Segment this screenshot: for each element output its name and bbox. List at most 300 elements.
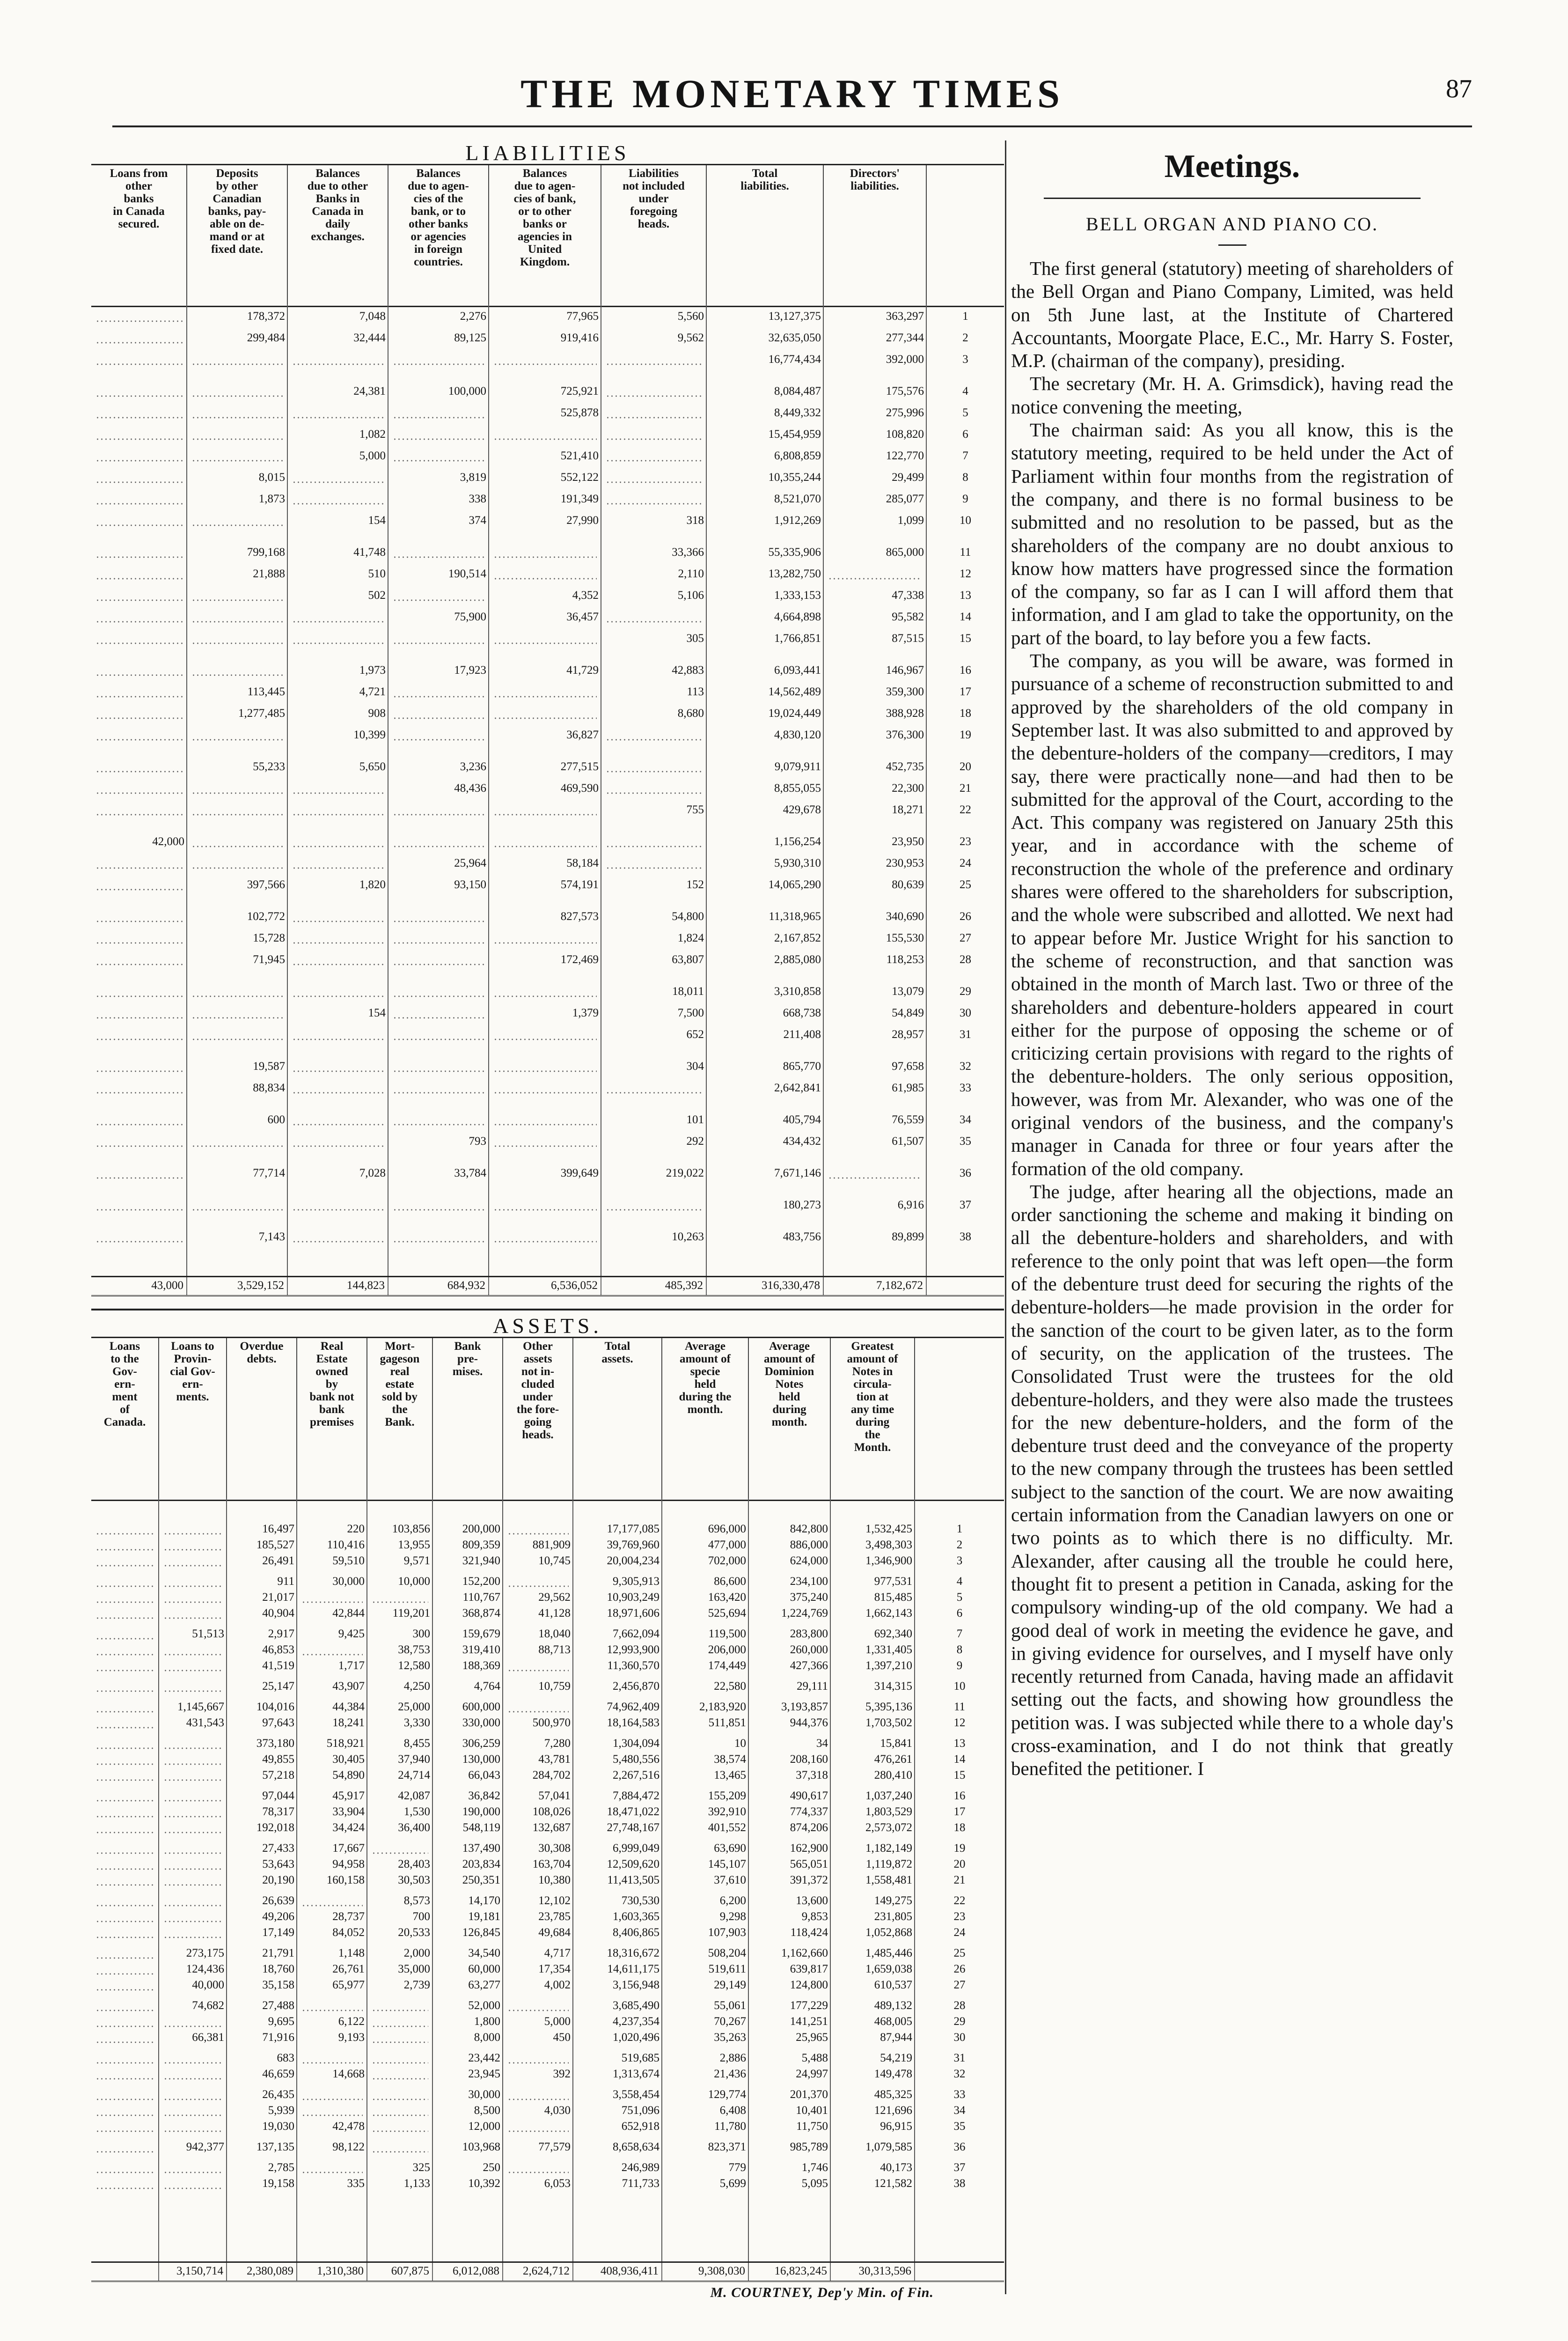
row-number: 35 <box>960 1135 971 1148</box>
table-cell <box>159 1590 227 1605</box>
row-number: 9 <box>956 1659 963 1672</box>
table-cell: 399,649 <box>560 1167 599 1179</box>
table-cell <box>288 909 388 924</box>
table-cell: 163,704 <box>532 1858 571 1870</box>
table-cell: 275,996 <box>886 406 924 419</box>
table-cell: 40,173 <box>880 2161 912 2174</box>
table-cell: 230,953 <box>886 857 924 869</box>
row-number: 18 <box>960 707 971 720</box>
row-number: 32 <box>953 2068 966 2080</box>
table-cell <box>91 631 187 646</box>
table-cell <box>489 352 601 367</box>
row-number: 30 <box>960 1007 971 1019</box>
row-number: 10 <box>960 514 971 527</box>
table-cell <box>159 2103 227 2118</box>
table-cell: 149,478 <box>874 2068 912 2080</box>
assets-row <box>91 1522 1004 1537</box>
table-cell: 29,111 <box>797 1680 828 1693</box>
table-cell: 500,970 <box>532 1716 571 1729</box>
row-number: 28 <box>960 953 971 966</box>
table-cell: 477,000 <box>708 1539 746 1551</box>
table-cell: 1,304,094 <box>613 1737 659 1750</box>
table-cell: 10,263 <box>672 1230 704 1243</box>
table-cell <box>503 2087 573 2102</box>
table-cell: 881,909 <box>532 1539 571 1551</box>
table-cell: 26,639 <box>262 1894 294 1907</box>
table-cell: 10,903,249 <box>607 1591 659 1604</box>
row-number: 7 <box>956 1627 963 1640</box>
table-cell: 118,424 <box>790 1926 828 1939</box>
table-cell <box>91 1112 187 1127</box>
table-cell <box>91 1081 187 1096</box>
assets-row <box>91 1857 1004 1872</box>
table-cell <box>159 2067 227 2082</box>
table-cell <box>91 1820 159 1835</box>
table-cell: 37,940 <box>398 1753 430 1766</box>
table-cell: 363,297 <box>886 310 924 323</box>
table-cell: 78,317 <box>262 1805 294 1818</box>
article-title: Meetings. <box>1164 148 1300 184</box>
table-cell: 1,148 <box>338 1947 365 1959</box>
table-cell: 175,576 <box>886 385 924 398</box>
assets-column-header <box>915 1338 1004 1500</box>
table-cell <box>91 1553 159 1568</box>
table-cell: 260,000 <box>790 1643 828 1656</box>
table-cell: 18,760 <box>262 1963 294 1975</box>
table-cell: 63,807 <box>672 953 704 966</box>
table-cell: 368,874 <box>462 1607 500 1620</box>
table-cell: 234,100 <box>790 1575 828 1588</box>
table-cell <box>159 1752 227 1767</box>
table-cell <box>489 1229 601 1244</box>
table-cell: 483,756 <box>783 1230 821 1243</box>
table-cell: 392,000 <box>886 353 924 366</box>
table-cell: 42,087 <box>398 1789 430 1802</box>
table-cell: 129,774 <box>708 2088 746 2101</box>
table-cell: 5,699 <box>719 2177 746 2190</box>
table-cell: 874,206 <box>790 1821 828 1834</box>
table-cell: 61,985 <box>892 1082 924 1094</box>
table-cell <box>297 1893 367 1908</box>
row-number: 3 <box>956 1554 963 1567</box>
table-cell <box>159 1658 227 1673</box>
table-cell: 4,764 <box>474 1680 500 1693</box>
table-cell: 54,800 <box>672 910 704 923</box>
total-cell <box>91 2263 159 2281</box>
table-cell: 1,530 <box>403 1805 430 1818</box>
table-cell: 434,432 <box>783 1135 821 1148</box>
page-number: 87 <box>1446 74 1472 103</box>
table-cell: 7,143 <box>258 1230 285 1243</box>
row-number: 16 <box>960 664 971 677</box>
table-cell: 97,643 <box>262 1716 294 1729</box>
table-cell: 130,000 <box>462 1753 500 1766</box>
table-cell: 755 <box>686 803 704 816</box>
row-number: 26 <box>960 910 971 923</box>
table-cell: 174,449 <box>708 1659 746 1672</box>
table-cell <box>388 706 489 721</box>
row-number: 29 <box>960 985 971 998</box>
row-number: 6 <box>962 428 968 441</box>
table-cell: 8,680 <box>677 707 704 720</box>
table-cell: 2,917 <box>268 1627 294 1640</box>
assets-column-header: Average amount of specie held during the month. <box>662 1338 749 1500</box>
table-cell <box>297 2087 367 2102</box>
table-cell <box>288 492 388 507</box>
assets-row <box>91 1893 1004 1908</box>
table-cell: 9,571 <box>403 1554 430 1567</box>
table-cell: 36,842 <box>468 1789 500 1802</box>
table-cell: 36,400 <box>398 1821 430 1834</box>
table-cell <box>367 2140 433 2155</box>
table-cell: 17,354 <box>538 1963 571 1975</box>
table-cell: 1,037,240 <box>865 1789 912 1802</box>
table-cell: 18,164,583 <box>607 1716 659 1729</box>
table-cell: 405,794 <box>783 1113 821 1126</box>
table-cell: 13,282,750 <box>768 567 821 580</box>
table-cell <box>91 610 187 625</box>
table-cell <box>288 781 388 796</box>
table-cell: 206,000 <box>708 1643 746 1656</box>
table-cell: 34,424 <box>332 1821 365 1834</box>
assets-row <box>91 1553 1004 1568</box>
table-cell: 61,507 <box>892 1135 924 1148</box>
table-cell: 24,381 <box>353 385 386 398</box>
table-cell <box>91 1642 159 1657</box>
table-cell: 28,957 <box>892 1028 924 1041</box>
row-number: 14 <box>960 611 971 623</box>
table-cell: 6,999,049 <box>613 1842 659 1855</box>
table-cell: 1,313,674 <box>613 2068 659 2080</box>
table-cell: 1,145,667 <box>177 1701 224 1713</box>
table-cell: 427,366 <box>790 1659 828 1672</box>
table-cell: 42,883 <box>672 664 704 677</box>
total-cell: 3,529,152 <box>187 1277 288 1295</box>
table-cell <box>388 1198 489 1213</box>
table-cell: 21,436 <box>714 2068 746 2080</box>
table-cell: 30,308 <box>538 1842 571 1855</box>
table-cell: 53,643 <box>262 1858 294 1870</box>
page-header <box>112 70 1472 126</box>
table-cell: 63,277 <box>468 1979 500 1991</box>
table-cell: 8,000 <box>474 2031 500 2044</box>
table-cell <box>91 1998 159 2013</box>
table-cell: 1,558,481 <box>865 1874 912 1886</box>
table-cell <box>91 759 187 774</box>
table-cell: 1,099 <box>897 514 924 527</box>
table-cell: 1,703,502 <box>865 1716 912 1729</box>
table-cell: 273,175 <box>186 1947 224 1959</box>
table-cell: 10,401 <box>796 2104 828 2117</box>
assets-column-header: Loans to Provin- cial Gov- ern- ments. <box>159 1338 227 1500</box>
table-cell: 3,236 <box>460 760 486 773</box>
table-cell: 7,500 <box>677 1007 704 1019</box>
table-cell: 452,735 <box>886 760 924 773</box>
table-cell: 485,325 <box>874 2088 912 2101</box>
table-cell <box>187 352 288 367</box>
assets-column-header: Greatest amount of Notes in circula- tion at any time during the Month. <box>831 1338 915 1500</box>
liabilities-row <box>91 952 1004 967</box>
table-cell <box>367 1590 433 1605</box>
table-cell <box>601 449 707 464</box>
table-cell <box>297 2103 367 2118</box>
row-number: 23 <box>953 1910 966 1923</box>
table-cell <box>91 909 187 924</box>
table-cell <box>91 1590 159 1605</box>
table-cell: 335 <box>347 2177 365 2190</box>
table-cell: 1,532,425 <box>865 1523 912 1535</box>
table-cell: 299,484 <box>247 331 285 344</box>
row-number: 25 <box>953 1947 966 1959</box>
table-cell: 1,746 <box>801 2161 828 2174</box>
table-cell: 41,128 <box>538 1607 571 1620</box>
table-cell: 518,921 <box>326 1737 365 1750</box>
table-cell: 823,371 <box>708 2141 746 2153</box>
table-cell <box>91 1909 159 1924</box>
table-cell: 47,338 <box>892 589 924 602</box>
table-cell: 8,455 <box>403 1737 430 1750</box>
table-cell: 306,259 <box>462 1737 500 1750</box>
table-cell <box>367 2051 433 2066</box>
table-cell: 98,122 <box>332 2141 365 2153</box>
table-cell: 1,277,485 <box>238 707 285 720</box>
table-cell: 89,125 <box>454 331 486 344</box>
table-cell: 28,737 <box>332 1910 365 1923</box>
table-cell: 42,478 <box>332 2120 365 2133</box>
table-cell: 5,939 <box>268 2104 294 2117</box>
liabilities-row <box>91 567 1004 582</box>
table-cell: 177,229 <box>790 1999 828 2012</box>
table-cell: 74,682 <box>192 1999 224 2012</box>
table-cell: 6,122 <box>338 2015 365 2028</box>
table-cell: 1,662,143 <box>865 1607 912 1620</box>
table-cell: 40,000 <box>192 1979 224 1991</box>
table-cell <box>288 1229 388 1244</box>
table-cell: 32,444 <box>353 331 386 344</box>
table-cell: 1,485,446 <box>865 1947 912 1959</box>
assets-column-header: Loans to the Gov- ern- ment of Canada. <box>91 1338 159 1500</box>
table-cell: 5,395,136 <box>865 1701 912 1713</box>
table-cell <box>187 728 288 743</box>
table-cell <box>297 1590 367 1605</box>
table-cell <box>503 1700 573 1715</box>
assets-row <box>91 1658 1004 1673</box>
total-cell: 2,624,712 <box>503 2263 573 2281</box>
liabilities-row <box>91 877 1004 892</box>
table-cell: 119,201 <box>392 1607 430 1620</box>
table-cell <box>388 427 489 442</box>
liabilities-column-header: Loans from other banks in Canada secured. <box>91 165 187 306</box>
table-cell: 231,805 <box>874 1910 912 1923</box>
table-cell <box>288 931 388 946</box>
table-cell: 5,650 <box>359 760 386 773</box>
table-cell: 45,917 <box>332 1789 365 1802</box>
table-cell <box>297 1642 367 1657</box>
table-cell: 113 <box>687 685 704 698</box>
table-cell: 162,900 <box>790 1842 828 1855</box>
liabilities-row <box>91 405 1004 420</box>
table-cell: 375,240 <box>790 1591 828 1604</box>
table-cell: 18,040 <box>538 1627 571 1640</box>
table-cell: 55,233 <box>253 760 285 773</box>
table-cell: 17,149 <box>262 1926 294 1939</box>
table-cell: 6,916 <box>897 1199 924 1211</box>
table-cell: 1,603,365 <box>613 1910 659 1923</box>
row-number: 20 <box>960 760 971 773</box>
table-cell: 476,261 <box>874 1753 912 1766</box>
table-cell: 33,904 <box>332 1805 365 1818</box>
assets-row <box>91 1925 1004 1940</box>
table-cell: 42,844 <box>332 1607 365 1620</box>
table-cell <box>388 984 489 999</box>
table-cell: 700 <box>412 1910 430 1923</box>
table-cell: 11,413,505 <box>607 1874 659 1886</box>
table-cell: 24,714 <box>398 1769 430 1782</box>
table-cell <box>388 931 489 946</box>
table-cell: 188,369 <box>462 1659 500 1672</box>
table-cell <box>91 1857 159 1872</box>
table-cell: 14,170 <box>468 1894 500 1907</box>
table-cell <box>288 405 388 420</box>
table-cell: 88,713 <box>538 1643 571 1656</box>
table-cell <box>288 1059 388 1074</box>
total-cell: 16,823,245 <box>749 2263 831 2281</box>
table-cell: 13,955 <box>398 1539 430 1551</box>
table-cell: 3,685,490 <box>613 1999 659 2012</box>
table-cell <box>91 2014 159 2029</box>
table-cell: 4,717 <box>544 1947 571 1959</box>
table-cell <box>91 1679 159 1694</box>
row-number: 24 <box>953 1926 966 1939</box>
table-cell: 911 <box>277 1575 294 1588</box>
table-cell: 95,582 <box>892 611 924 623</box>
table-cell: 2,000 <box>403 1947 430 1959</box>
table-cell: 93,150 <box>454 878 486 891</box>
liabilities-row <box>91 631 1004 646</box>
table-cell: 321,940 <box>462 1554 500 1567</box>
meetings-article <box>1011 145 1453 1781</box>
assets-column-header: Mort- gageson real estate sold by the Bank. <box>367 1338 433 1500</box>
table-cell: 54,890 <box>332 1769 365 1782</box>
row-number: 24 <box>960 857 971 869</box>
table-cell: 155,209 <box>708 1789 746 1802</box>
row-number: 11 <box>953 1701 966 1713</box>
assets-row <box>91 2140 1004 2155</box>
table-cell: 511,851 <box>708 1716 746 1729</box>
table-cell <box>187 663 288 678</box>
liabilities-row <box>91 909 1004 924</box>
table-cell: 12,580 <box>398 1659 430 1672</box>
statement-tables <box>91 140 1004 2300</box>
table-cell <box>601 492 707 507</box>
assets-row <box>91 1627 1004 1642</box>
table-cell: 1,397,210 <box>865 1659 912 1672</box>
table-cell: 725,921 <box>560 385 599 398</box>
row-number: 17 <box>960 685 971 698</box>
table-cell <box>489 802 601 817</box>
table-cell: 7,048 <box>359 310 386 323</box>
table-cell: 1,820 <box>359 878 386 891</box>
table-cell <box>91 2051 159 2066</box>
table-cell: 942,377 <box>186 2141 224 2153</box>
table-cell: 86,600 <box>714 1575 746 1588</box>
table-cell <box>601 856 707 871</box>
table-cell: 519,685 <box>621 2052 659 2064</box>
table-cell <box>388 1229 489 1244</box>
row-number: 33 <box>953 2088 966 2101</box>
table-cell <box>503 1998 573 2013</box>
table-cell: 23,945 <box>468 2068 500 2080</box>
table-cell: 146,967 <box>886 664 924 677</box>
table-cell <box>91 1134 187 1149</box>
table-cell: 219,022 <box>666 1167 704 1179</box>
table-cell: 20,004,234 <box>607 1554 659 1567</box>
table-cell <box>388 1027 489 1042</box>
row-number: 14 <box>953 1753 966 1766</box>
table-cell <box>601 834 707 849</box>
table-cell: 70,267 <box>714 2015 746 2028</box>
table-cell: 19,587 <box>253 1060 285 1073</box>
table-cell: 71,945 <box>253 953 285 966</box>
table-cell: 18,241 <box>332 1716 365 1729</box>
table-cell: 44,384 <box>332 1701 365 1713</box>
article-title-rule <box>1044 198 1421 199</box>
table-cell: 3,156,948 <box>613 1979 659 1991</box>
table-cell: 55,061 <box>714 1999 746 2012</box>
table-cell <box>159 1841 227 1856</box>
table-cell: 624,000 <box>790 1554 828 1567</box>
table-cell: 14,668 <box>332 2068 365 2080</box>
table-cell <box>187 984 288 999</box>
assets-column-header: Bank pre- mises. <box>433 1338 503 1500</box>
assets-row <box>91 1998 1004 2013</box>
table-cell: 13,600 <box>796 1894 828 1907</box>
table-cell: 51,513 <box>192 1627 224 1640</box>
table-cell <box>489 1198 601 1213</box>
table-cell <box>489 1027 601 1042</box>
assets-total-row <box>91 2261 1004 2282</box>
table-cell <box>187 1198 288 1213</box>
table-cell <box>91 1198 187 1213</box>
assets-row <box>91 1841 1004 1856</box>
table-cell: 548,119 <box>462 1821 500 1834</box>
table-cell: 8,573 <box>403 1894 430 1907</box>
table-cell <box>187 449 288 464</box>
table-cell: 7,662,094 <box>613 1627 659 1640</box>
assets-row <box>91 1736 1004 1751</box>
table-cell: 610,537 <box>874 1979 912 1991</box>
table-cell: 10,355,244 <box>768 471 821 484</box>
table-cell: 5,488 <box>801 2052 828 2064</box>
table-cell: 10,380 <box>538 1874 571 1886</box>
table-cell: 59,510 <box>332 1554 365 1567</box>
table-cell <box>91 2067 159 2082</box>
table-cell: 200,000 <box>462 1523 500 1535</box>
table-cell: 54,849 <box>892 1007 924 1019</box>
table-cell: 152,200 <box>462 1575 500 1588</box>
table-cell: 27,990 <box>566 514 599 527</box>
table-cell: 10 <box>734 1737 746 1750</box>
table-cell: 43,907 <box>332 1680 365 1693</box>
table-cell: 110,416 <box>327 1539 365 1551</box>
table-cell: 521,410 <box>560 449 599 462</box>
liabilities-column-header: Balances due to agen- cies of bank, or to other banks or agencies in United Kingdom. <box>489 165 601 306</box>
table-cell: 141,251 <box>790 2015 828 2028</box>
table-cell: 121,696 <box>874 2104 912 2117</box>
table-cell: 809,359 <box>462 1539 500 1551</box>
table-cell: 19,158 <box>262 2177 294 2190</box>
liabilities-row <box>91 685 1004 699</box>
